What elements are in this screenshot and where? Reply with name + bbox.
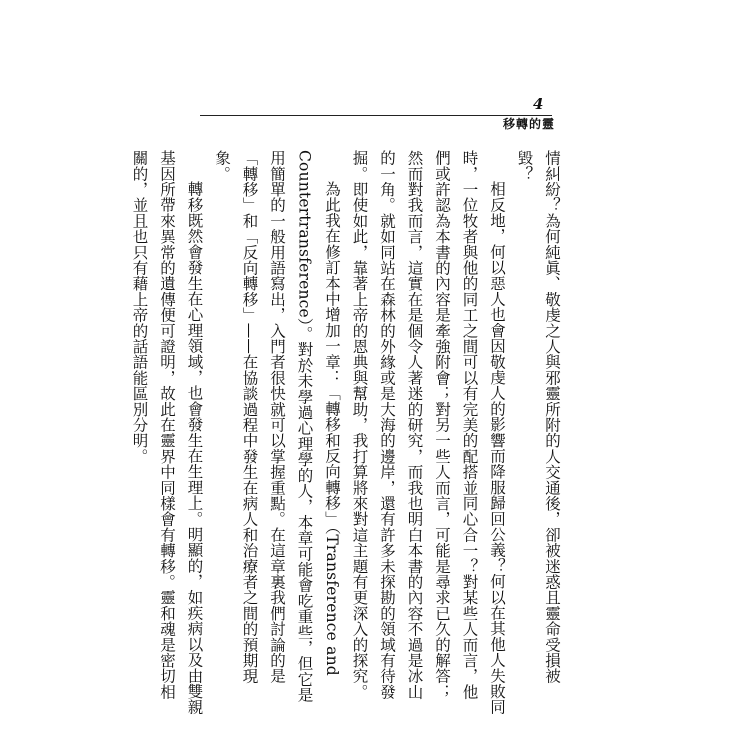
page-number: 4 [533,95,544,113]
paragraph-2: 相反地，何以惡人也會因敬虔人的影響而降服歸回公義？何以在其他人失敗同時，一位牧者與他的同工之間可以有完美的配搭並同心合一？對某些人而言，他們或許認為本書的內容是牽強附會；對另一些人而言，可能是尋求已久的解答；然而對我而言，這實在是個令人著迷的研究，而我也明白本書的內容不過是冰山的一角。就如同站在森林的外緣或是大海的邊岸，還有許多未探勘的領域有待發掘。即使如此，靠著上帝的恩典與幫助，我打算將來對這主題有更深入的探究。 [350,150,506,715]
running-title: 移轉的靈 [503,117,556,131]
header-rule [200,115,552,116]
paragraph-1: 情糾紛？為何純眞、敬虔之人與邪靈所附的人交通後，卻被迷惑且靈命受損被毀？ [515,150,561,684]
paragraph-3: 為此我在修訂本中增加一章：「轉移和反向轉移」（Transference and Countertransference）。對於未學過心理學的人，本章可能會吃重些，但它是用簡單的一般用語寫出，入門者很快就可以掌握重點。在這章裏我們討論的是「轉移」和「反向轉移」——在協談過程中發生在病人和治療者之間的預期現象。 [213,150,341,703]
body-text [130,150,565,715]
paragraph-4: 轉移既然會發生在心理領域，也會發生在生理上。明顯的，如疾病以及由雙親基因所帶來異常的遺傳便可證明，故此在靈界中同樣會有轉移。靈和魂是密切相關的，並且也只有藉上帝的話語能區別分明。 [130,150,204,715]
